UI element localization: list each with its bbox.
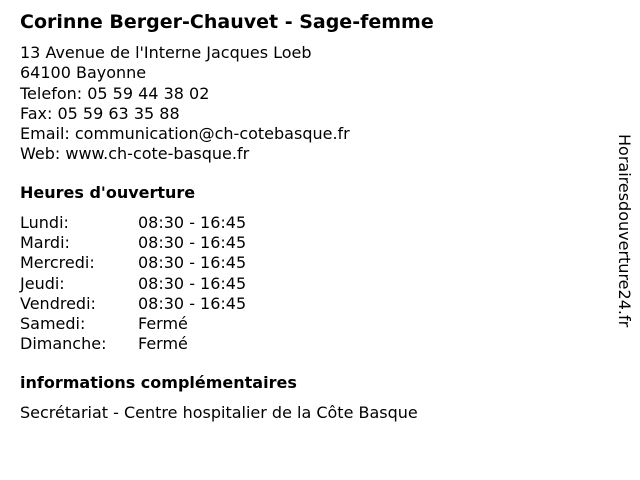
fax-text: Fax: 05 59 63 35 88 — [20, 103, 180, 123]
hours-row-tuesday — [20, 233, 246, 253]
web-label: Web: — [20, 144, 66, 164]
hours-row-monday — [20, 213, 246, 233]
hours-value: 08:30 - 16:45 — [138, 233, 247, 253]
day-label: Jeudi: — [20, 273, 65, 293]
day-label: Lundi: — [20, 213, 69, 232]
page-title: Corinne Berger-Chauvet - Sage-femme — [20, 11, 434, 33]
hours-value: 08:30 - 16:45 — [138, 253, 247, 273]
day-label: Mardi: — [20, 233, 70, 253]
hours-row-sunday — [20, 334, 246, 354]
day-label: Mercredi: — [20, 253, 95, 273]
hours-row-wednesday — [20, 253, 246, 273]
email-label: Email: — [20, 124, 75, 144]
web-link[interactable]: www.ch-cote-basque.fr — [65, 144, 250, 164]
day-label: Vendredi: — [20, 293, 96, 313]
hours-value: 08:30 - 16:45 — [138, 213, 247, 232]
address-line-2: 64100 Bayonne — [20, 63, 147, 83]
opening-hours-table — [20, 213, 246, 354]
hours-value: 08:30 - 16:45 — [138, 293, 247, 313]
hours-row-thursday — [20, 274, 246, 294]
web-row — [20, 144, 350, 164]
email-row — [20, 124, 350, 144]
contact-block — [20, 43, 350, 165]
additional-info-heading: informations complémentaires — [20, 373, 297, 392]
hours-row-friday — [20, 294, 246, 314]
site-watermark: Horairesdouverture24.fr — [615, 134, 634, 328]
hours-value: Fermé — [138, 334, 188, 354]
hours-value: 08:30 - 16:45 — [138, 273, 247, 293]
day-label: Dimanche: — [20, 334, 107, 354]
opening-hours-heading: Heures d'ouverture — [20, 183, 196, 202]
phone-text: Telefon: 05 59 44 38 02 — [20, 83, 210, 103]
address-line-1: 13 Avenue de l'Interne Jacques Loeb — [20, 43, 312, 62]
day-label: Samedi: — [20, 314, 86, 334]
email-link[interactable]: communication@ch-cotebasque.fr — [74, 124, 350, 144]
hours-row-saturday — [20, 314, 246, 334]
additional-info-text: Secrétariat - Centre hospitalier de la Côte Basque — [20, 403, 418, 422]
hours-value: Fermé — [138, 314, 188, 334]
